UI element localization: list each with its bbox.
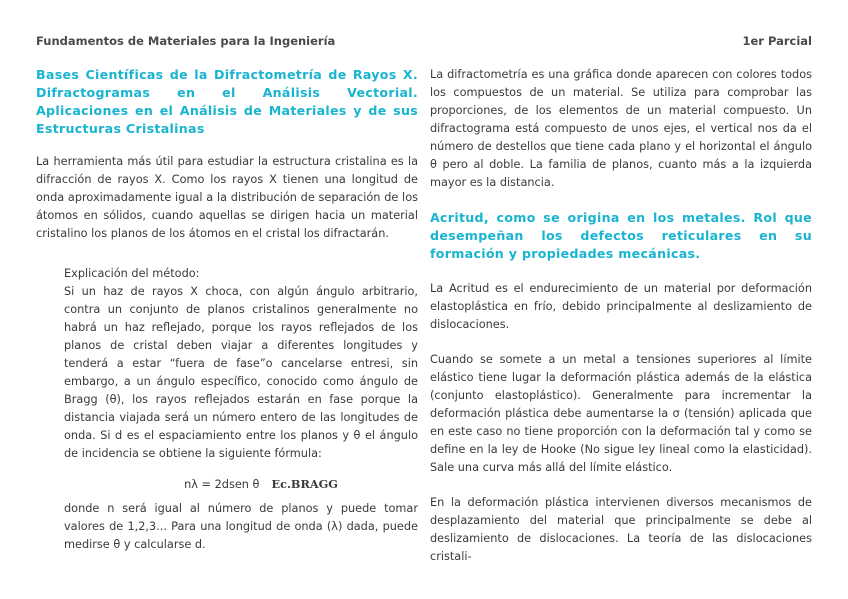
formula-expression: nλ = 2dsen θ (184, 478, 260, 491)
formula-explanation: donde n será igual al número de planos y puede tomar valores de 1,2,3... Para una longitud de onda (λ) dada, puede medirse θ y calcularse d. (64, 502, 418, 551)
difractometria-paragraph: La difractometría es una gráfica donde aparecen con colores todos los compuestos de un material. Se utiliza para comprobar las proporciones, de los elementos de un material compuesto. Un difractograma está compuesto de unos ejes, el vertical nos da el número de destellos que tiene cada plano y el horizontal el ángulo θ pero al doble. La familia de planos, cuanto más a la izquierda mayor es la distancia. (430, 68, 812, 189)
intro-paragraph: La herramienta más útil para estudiar la estructura cristalina es la difracción de rayos X. Como los rayos X tienen una longitud de onda aproximadamente igual a la distribución de separación de los átomos en sólidos, cuando aquellas se dirigen hacia un material cristalino los planos de los átomos en el cristal los difractarán. (36, 155, 418, 240)
plastic-deformation-paragraph: Cuando se somete a un metal a tensiones superiores al límite elástico tiene lugar la deformación plástica además de la elástica (conjunto elastoplástico). Generalmente para incrementar la deformación plástica debe aumentarse la σ (tensión) aplicada que en este caso no tiene proporción con la deformación tal y como se define en la ley de Hooke (No sigue ley lineal como la elasticidad). Sale una curva más allá del límite elástico. (430, 353, 812, 474)
method-block (64, 265, 418, 554)
right-column (430, 66, 812, 566)
method-paragraph: Si un haz de rayos X choca, con algún ángulo arbitrario, contra un conjunto de planos cristalinos generalmente no habrá un haz reflejado, porque los rayos reflejados de los planos de cristal deben viajar a diferentes longitudes y tenderá a estar “fuera de fase”o cancelarse entresi, sin embargo, a un ángulo específico, conocido como ángulo de Bragg (θ), los rayos reflejados estarán en fase porque la distancia viajada será un número entero de las longitudes de onda. Si d es el espaciamiento entre los planos y θ el ángulo de incidencia se obtiene la siguiente fórmula: (64, 285, 418, 460)
dislocation-paragraph: En la deformación plástica intervienen diversos mecanismos de desplazamiento del material que principalmente se debe al deslizamiento de dislocaciones. La teoría de las dislocaciones cristali- (430, 496, 812, 563)
section-heading-xray: Bases Científicas de la Difractometría de Rayos X. Difractogramas en el Análisis Vectorial. Aplicaciones en el Análisis de Materiales y de sus Estructuras Cristalinas (36, 67, 418, 136)
left-column (36, 66, 418, 554)
method-title: Explicación del método: (64, 267, 200, 280)
exam-label: 1er Parcial (742, 34, 812, 48)
acritud-definition: La Acritud es el endurecimiento de un material por deformación elastoplástica en frío, debido principalmente al deslizamiento de dislocaciones. (430, 282, 812, 331)
formula-name: Ec.BRAGG (271, 477, 338, 491)
bragg-formula (64, 475, 418, 494)
course-title: Fundamentos de Materiales para la Ingeniería (36, 34, 336, 48)
section-heading-acritud: Acritud, como se origina en los metales. Rol que desempeñan los defectos reticulares en su formación y propiedades mecánicas. (430, 210, 812, 261)
